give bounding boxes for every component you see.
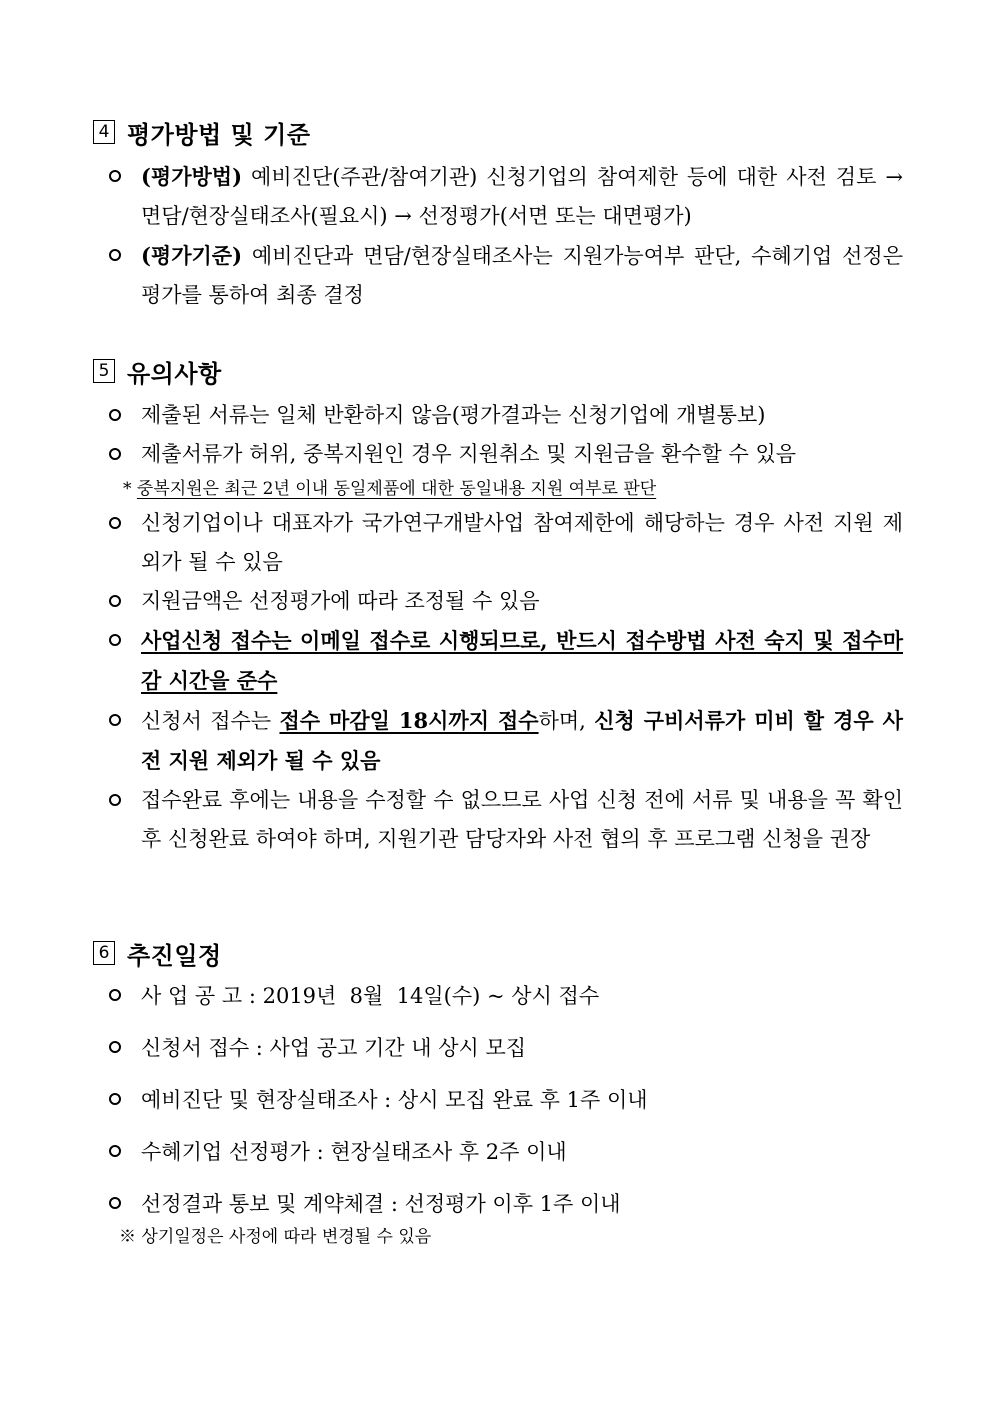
bullet-circle-icon — [109, 595, 121, 607]
bullet-circle-icon — [109, 714, 121, 726]
schedule-text: 예비진단 및 현장실태조사 : 상시 모집 완료 후 1주 이내 — [141, 1088, 648, 1112]
bullet-circle-icon — [109, 1197, 121, 1209]
schedule-row — [93, 1178, 903, 1230]
bullet-circle-icon — [109, 409, 121, 421]
section-number: 4 — [93, 120, 115, 144]
schedule-text: 수혜기업 선정평가 : 현장실태조사 후 2주 이내 — [141, 1140, 567, 1164]
bullet-circle-icon — [109, 448, 121, 460]
section-heading — [93, 936, 903, 970]
item-text: 제출된 서류는 일체 반환하지 않음(평가결과는 신청기업에 개별통보) — [141, 403, 766, 427]
section-number: 5 — [93, 359, 115, 383]
bullet-circle-icon — [109, 1145, 121, 1157]
item-text: 예비진단(주관/참여기관) 신청기업의 참여제한 등에 대한 사전 검토 → 면담/현장실태조사(필요시) → 선정평가(서면 또는 대면평가) — [141, 165, 903, 228]
schedule-row — [93, 1126, 903, 1178]
section-notes — [93, 354, 903, 859]
footnote-text: 중복지원은 최근 2년 이내 동일제품에 대한 동일내용 지원 여부로 판단 — [136, 479, 657, 499]
section-number: 6 — [93, 941, 115, 965]
item-emphasis: 신청 구비서류가 미비 할 경우 사전 지원 제외가 될 수 있음 — [141, 708, 903, 773]
schedule-text: 선정결과 통보 및 계약체결 : 선정평가 이후 1주 이내 — [141, 1192, 621, 1216]
list-item — [93, 236, 903, 315]
section-title: 평가방법 및 기준 — [127, 120, 311, 149]
item-emphasis: 접수 마감일 18시까지 접수 — [279, 708, 539, 733]
list-item — [93, 621, 903, 701]
schedule-text: 사 업 공 고 : 2019년 8월 14일(수) ~ 상시 접수 — [141, 984, 600, 1008]
bullet-circle-icon — [109, 249, 121, 261]
schedule-row — [93, 1022, 903, 1074]
bullet-circle-icon — [109, 1041, 121, 1053]
section-title: 추진일정 — [127, 941, 222, 970]
item-text: 하며, — [538, 709, 595, 733]
item-label: (평가기준) — [141, 243, 243, 268]
section-title: 유의사항 — [127, 359, 222, 388]
schedule-note: ※ 상기일정은 사정에 따라 변경될 수 있음 — [119, 1227, 432, 1247]
section-heading — [93, 354, 903, 388]
section-heading — [93, 115, 903, 149]
schedule-text: 신청서 접수 : 사업 공고 기간 내 상시 모집 — [141, 1036, 527, 1060]
list-item — [93, 435, 903, 474]
item-text: 사업신청 접수는 이메일 접수로 시행되므로, 반드시 접수방법 사전 숙지 및 접수마감 시간을 준수 — [141, 628, 903, 693]
item-text: 예비진단과 면담/현장실태조사는 지원가능여부 판단, 수혜기업 선정은 평가를 통하여 최종 결정 — [141, 244, 903, 307]
bullet-circle-icon — [109, 634, 121, 646]
section-evaluation — [93, 115, 903, 315]
list-item — [93, 701, 903, 781]
footnote — [93, 474, 903, 504]
schedule-row — [93, 970, 903, 1022]
footnote-mark: * — [123, 479, 137, 499]
bullet-circle-icon — [109, 517, 121, 529]
schedule-row — [93, 1074, 903, 1126]
item-text: 접수완료 후에는 내용을 수정할 수 없으므로 사업 신청 전에 서류 및 내용을 꼭 확인 후 신청완료 하여야 하며, 지원기관 담당자와 사전 협의 후 프로그램 신청을 권장 — [141, 788, 903, 851]
bullet-circle-icon — [109, 1093, 121, 1105]
bullet-circle-icon — [109, 170, 121, 182]
section-schedule — [93, 936, 903, 1252]
list-item — [93, 582, 903, 621]
list-item — [93, 157, 903, 236]
list-item — [93, 396, 903, 435]
item-label: (평가방법) — [141, 164, 243, 189]
item-text: 지원금액은 선정평가에 따라 조정될 수 있음 — [141, 589, 540, 613]
bullet-circle-icon — [109, 794, 121, 806]
item-text: 신청서 접수는 — [141, 709, 280, 733]
bullet-circle-icon — [109, 989, 121, 1001]
list-item — [93, 781, 903, 859]
item-text: 제출서류가 허위, 중복지원인 경우 지원취소 및 지원금을 환수할 수 있음 — [141, 442, 797, 466]
item-text: 신청기업이나 대표자가 국가연구개발사업 참여제한에 해당하는 경우 사전 지원 제외가 될 수 있음 — [141, 511, 903, 574]
list-item — [93, 504, 903, 582]
